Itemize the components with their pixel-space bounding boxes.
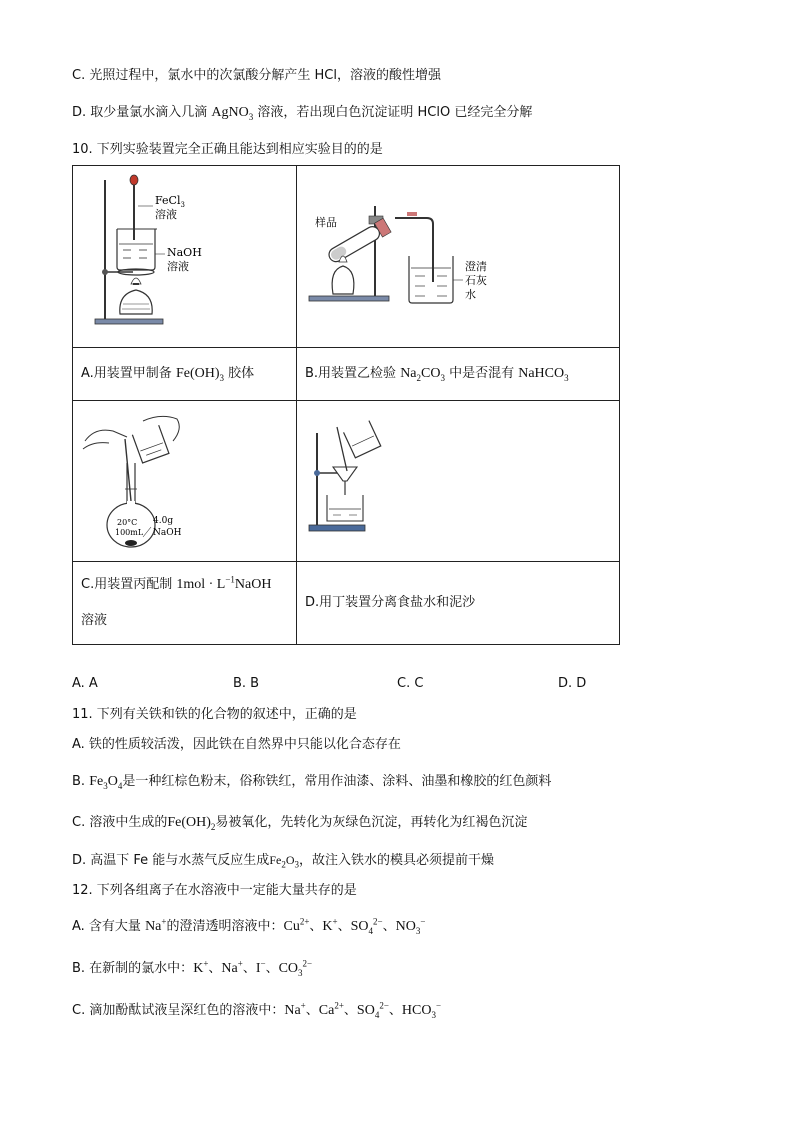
label-limewater-3: 水 [465, 288, 476, 301]
choice-d[interactable]: D. D [558, 676, 587, 691]
q12-option-b: B. 在新制的氯水中：K+、Na+、I−、$CO_3^{2-}$ [72, 958, 313, 978]
ion-ca: $Ca^{2+}$ [318, 1000, 344, 1018]
label-fecl3: FeCl$_3$ [155, 194, 185, 209]
ion-i: I− [255, 958, 266, 976]
q9-option-d-tail: 溶液，若出现白色沉淀证明 HClO 已经完全分解 [253, 105, 533, 120]
caption-a [73, 348, 297, 401]
apparatus-a-cell [73, 166, 297, 348]
ion-hco3: $HCO_3^-$ [401, 1000, 442, 1020]
label-naoh: NaOH [167, 246, 202, 259]
label-limewater-2: 石灰 [465, 274, 487, 287]
caption-c [73, 562, 297, 645]
q12-option-c: C. 滴加酚酞试液呈深红色的溶液中：Na+、$Ca^{2+}$、$SO_4^{2-}$、$HCO_3^-$ [72, 1000, 442, 1020]
formula-na2co3: $Na_2CO_3$ [400, 366, 445, 383]
apparatus-d-cell [297, 401, 620, 562]
q10-stem: 10. 下列实验装置完全正确且能达到相应实验目的的是 [72, 142, 383, 157]
choice-c[interactable]: C. C [397, 676, 424, 691]
caption-c-line-1: C.用装置丙配制 $1mol \cdot L^{-1}NaOH$ [81, 574, 272, 592]
label-naoh-solution: 溶液 [167, 260, 189, 273]
label-naoh-solid: NaOH [153, 528, 182, 538]
apparatus-d-diagram [297, 401, 619, 557]
label-sample: 样品 [315, 216, 337, 229]
formula-agno3: AgNO$_3$ [211, 105, 254, 122]
caption-c-line-2: 溶液 [81, 613, 108, 628]
apparatus-b-cell [297, 166, 620, 348]
choice-b[interactable]: B. B [233, 676, 260, 691]
caption-d: D.用丁装置分离食盐水和泥沙 [297, 562, 620, 645]
ion-cu: $Cu^{2+}$ [283, 916, 310, 934]
formula-fe3o4: $Fe_3O_4$ [89, 774, 123, 791]
q11-option-c: C. 溶液中生成的$Fe(OH)_2$易被氧化，先转化为灰绿色沉淀，再转化为红褐色沉淀 [72, 815, 528, 832]
ion-co3: $CO_3^{2-}$ [278, 958, 313, 978]
q11-option-d: D. 高温下 Fe 能与水蒸气反应生成$Fe_2O_3$，故注入铁水的模具必须提前干燥 [72, 853, 494, 870]
q9-option-c: C. 光照过程中，氯水中的次氯酸分解产生 HCl，溶液的酸性增强 [72, 68, 441, 83]
apparatus-c-cell [73, 401, 297, 562]
label-limewater-1: 澄清 [465, 260, 487, 273]
formula-nahco3: NaHCO$_3$ [518, 366, 569, 383]
ion-na: Na+ [145, 916, 167, 934]
caption-a-text: A.用装置甲制备 [81, 366, 176, 381]
apparatus-b-diagram [297, 166, 619, 343]
apparatus-table [72, 165, 620, 645]
choice-a[interactable]: A. A [72, 676, 98, 691]
formula-fe-oh-2: $Fe(OH)_2$ [167, 815, 216, 832]
q10-choices [72, 676, 592, 694]
ion-k: K+ [322, 916, 338, 934]
formula-1mol-per-l-naoh: $1mol \cdot L^{-1}NaOH$ [176, 574, 272, 592]
q11-stem: 11. 下列有关铁和铁的化合物的叙述中，正确的是 [72, 707, 357, 722]
q9-option-d [72, 104, 532, 122]
apparatus-a-diagram [73, 166, 296, 343]
formula-fe-oh-3: $Fe(OH)_3$ [175, 366, 224, 383]
caption-b [297, 348, 620, 401]
q12-stem: 12. 下列各组离子在水溶液中一定能大量共存的是 [72, 883, 357, 898]
q11-option-a: A. 铁的性质较活泼，因此铁在自然界中只能以化合态存在 [72, 737, 401, 752]
label-mass: 4.0g [153, 516, 174, 526]
caption-b-text: B.用装置乙检验 [305, 366, 401, 381]
caption-a-tail: 胶体 [223, 366, 255, 381]
label-volume: 100mL [115, 528, 144, 537]
ion-k: K+ [193, 958, 209, 976]
q9-option-d-text: D. 取少量氯水滴入几滴 [72, 105, 212, 120]
caption-b-mid: 中是否混有 [444, 366, 519, 381]
q12-option-a: A. 含有大量 Na+的澄清透明溶液中：$Cu^{2+}$、K+、$SO_4^{2-}$、$NO_3^-$ [72, 916, 426, 936]
apparatus-c-diagram [73, 401, 296, 557]
ion-so4: $SO_4^{2-}$ [350, 916, 383, 936]
ion-na: Na+ [221, 958, 243, 976]
label-fecl3-solution: 溶液 [155, 208, 177, 221]
ion-so4: $SO_4^{2-}$ [356, 1000, 389, 1020]
q11-option-b: B. $Fe_3O_4$是一种红棕色粉末，俗称铁红，常用作油漆、涂料、油墨和橡胶的红色颜料 [72, 774, 552, 791]
ion-na: Na+ [284, 1000, 306, 1018]
formula-fe2o3: $Fe_2O_3$ [269, 853, 299, 870]
ion-no3: $NO_3^-$ [395, 916, 426, 936]
label-temperature: 20°C [117, 518, 138, 527]
